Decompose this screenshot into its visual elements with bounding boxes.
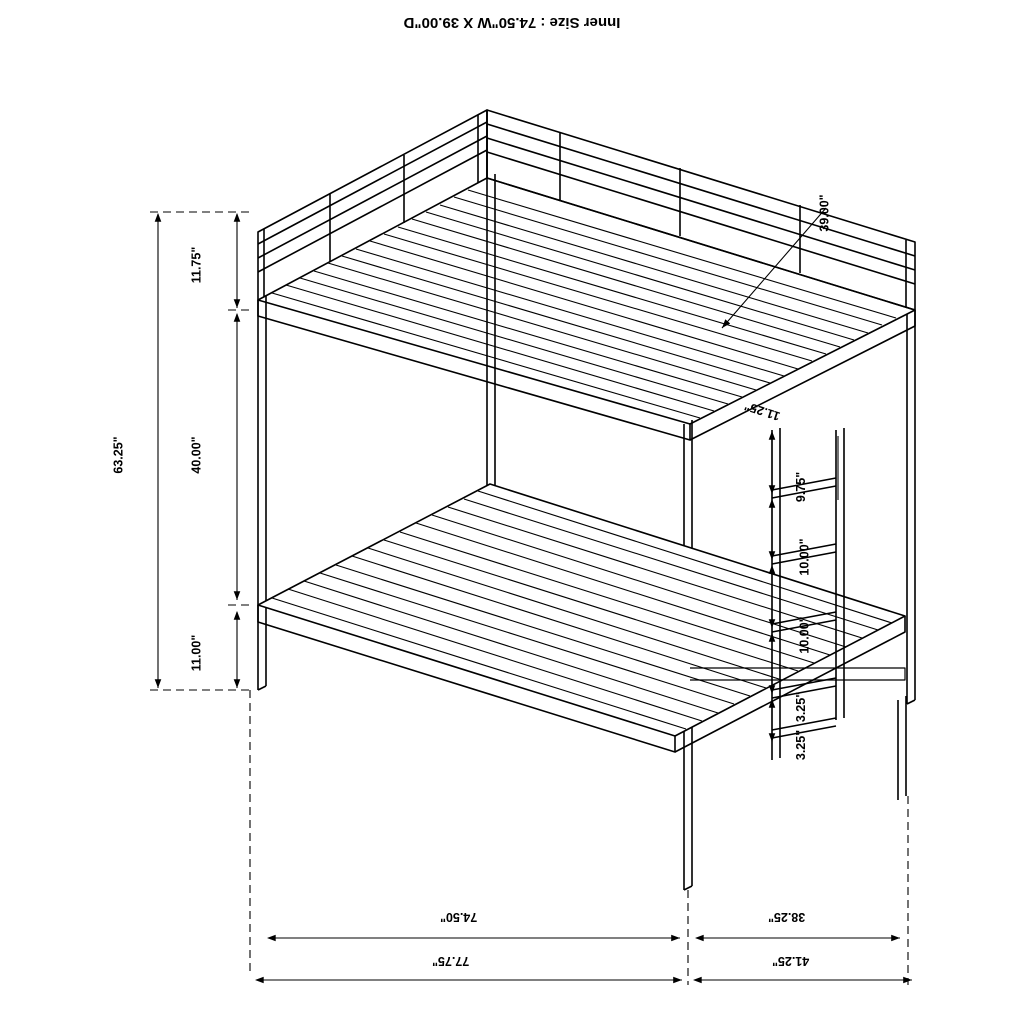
dimension-label-41-25: 41.25" (772, 954, 810, 968)
dimension-label-38-25: 38.25" (768, 910, 806, 924)
dimension-label-3-25-b: 3.25" (794, 729, 809, 761)
dimension-label-74-50: 74.50" (440, 910, 478, 924)
dimension-label-11-75: 11.75" (189, 246, 204, 284)
dimension-label-39-00: 39.00" (817, 194, 832, 232)
dimension-label-40-00: 40.00" (189, 436, 204, 474)
page-title: Inner Size : 74.50"W X 39.00"D (403, 14, 621, 31)
dimension-label-11-25: 11.25" (742, 398, 782, 424)
dimension-label-63-25: 63.25" (111, 436, 126, 474)
dimension-label-11-00: 11.00" (189, 634, 204, 672)
dimension-label-9-75: 9.75" (794, 471, 809, 503)
dimension-label-10-00-a: 10.00" (797, 538, 812, 576)
bed-frame (258, 110, 915, 890)
dimension-label-10-00-b: 10.00" (797, 616, 812, 654)
dimension-label-3-25-a: 3.25" (794, 691, 809, 723)
dimension-label-77-75: 77.75" (432, 954, 470, 968)
